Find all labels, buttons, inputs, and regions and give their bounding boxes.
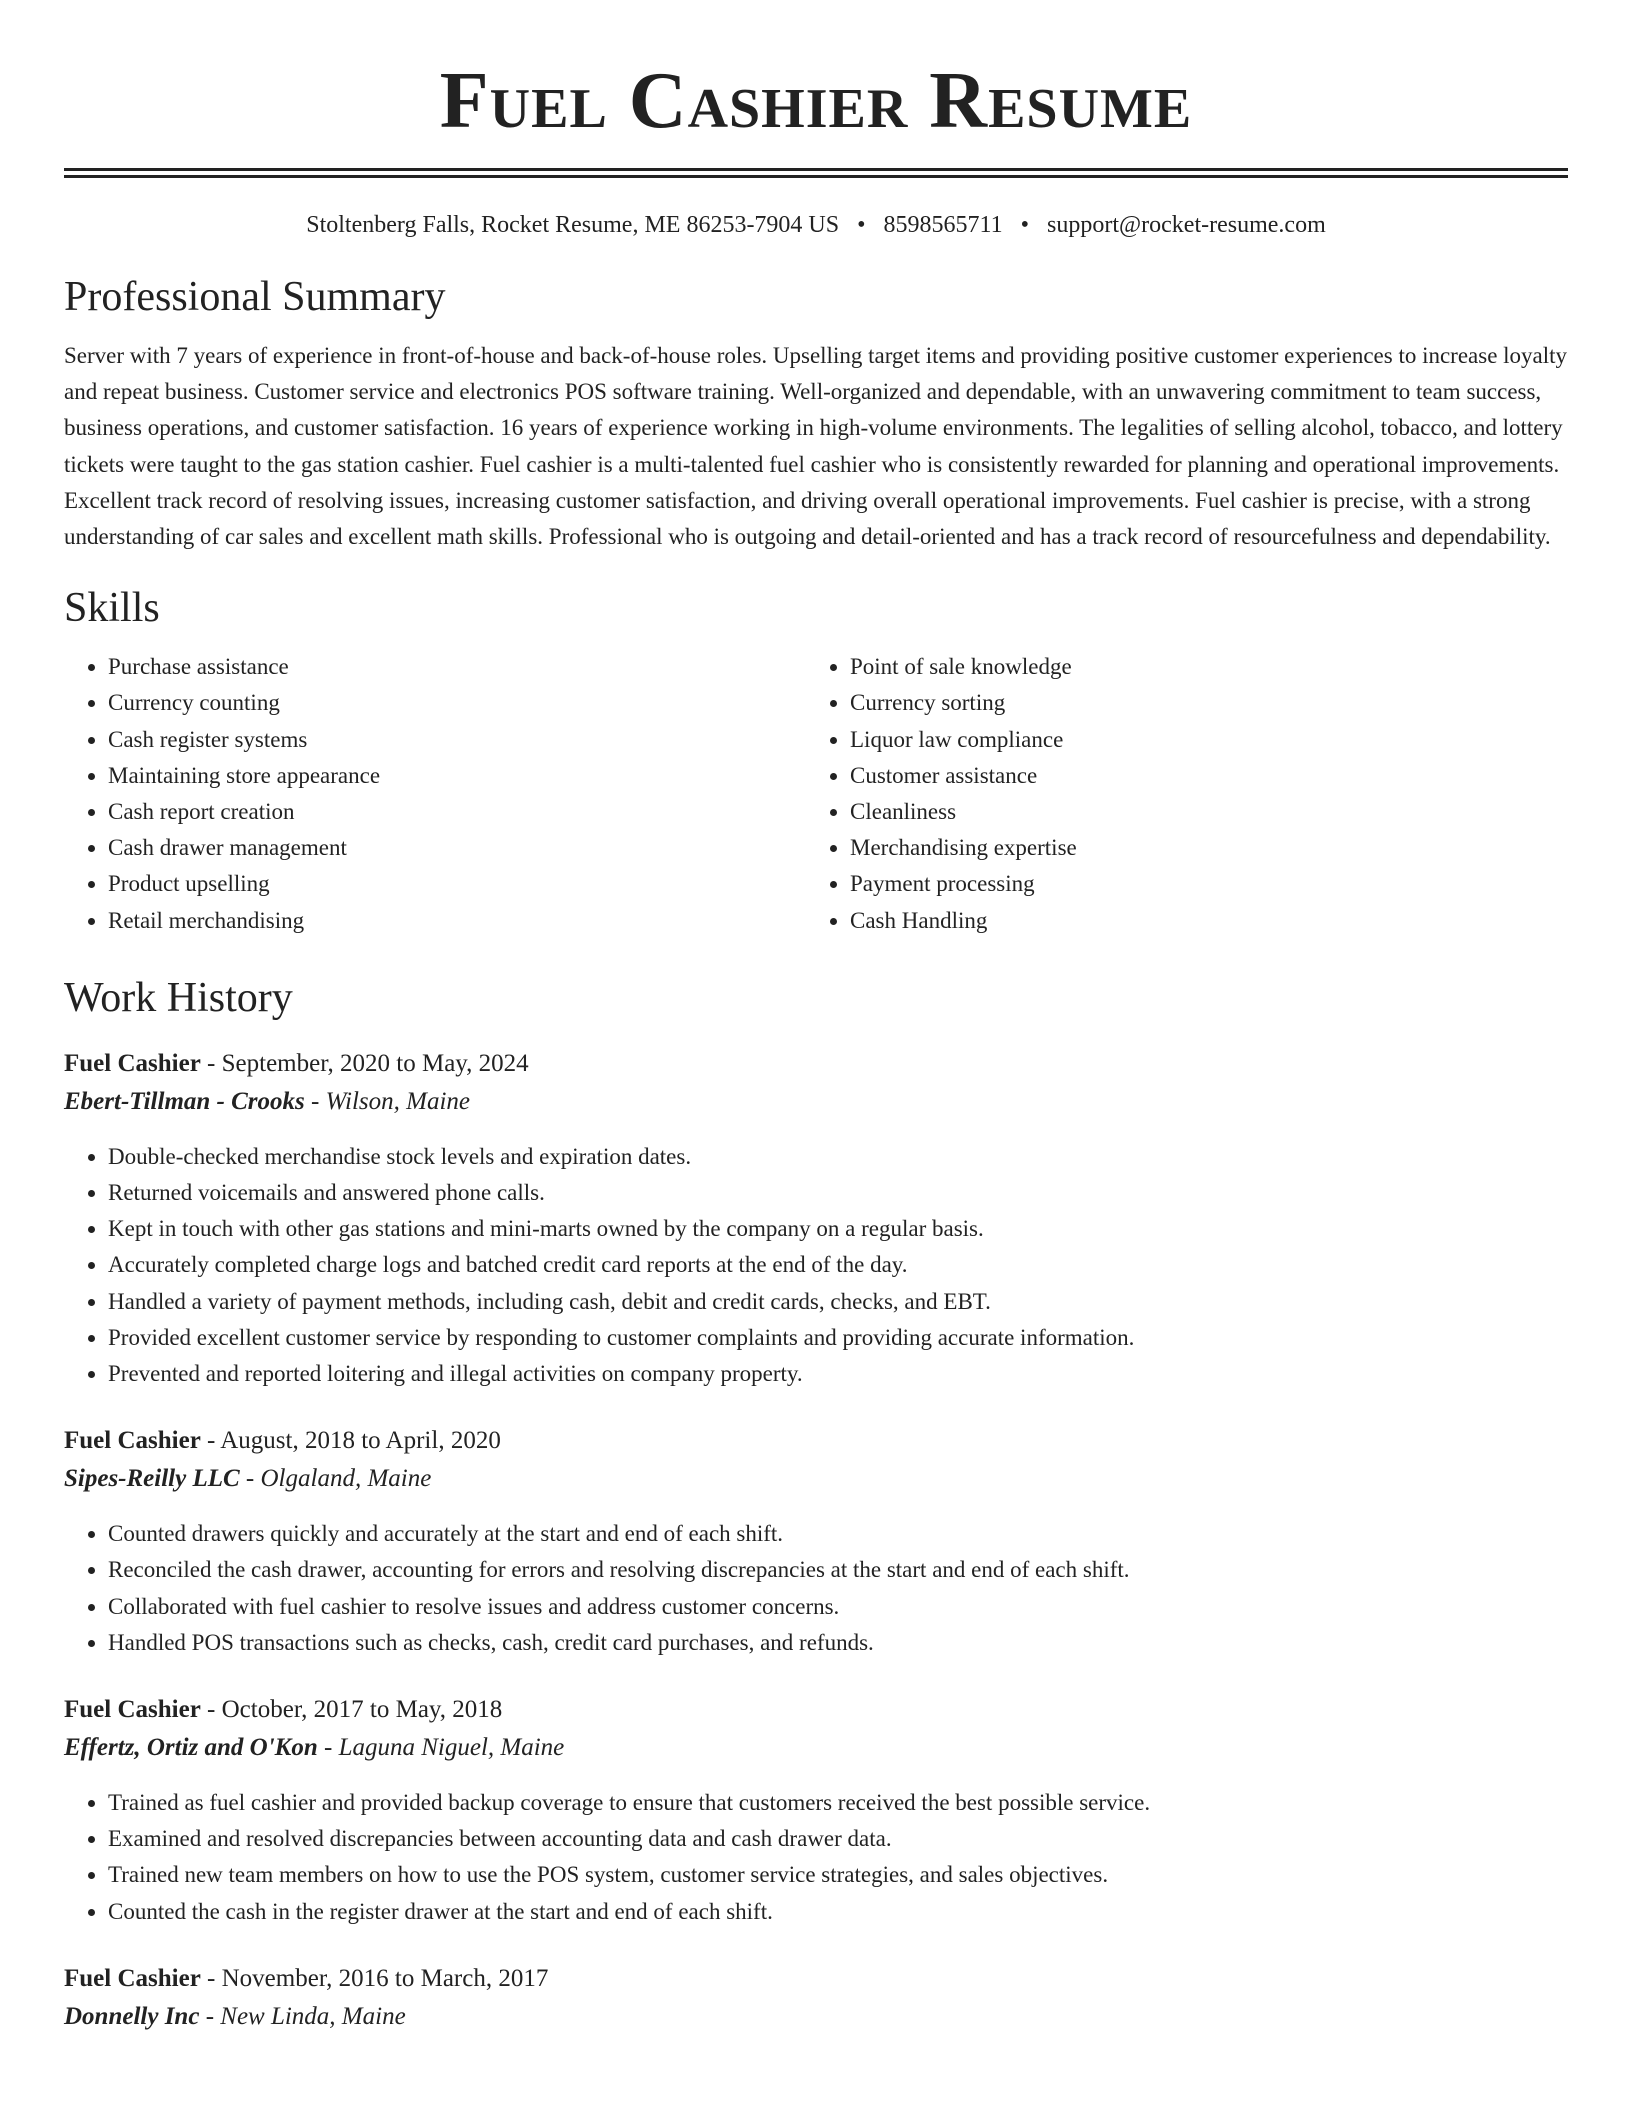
job-title: Fuel Cashier xyxy=(64,1696,201,1724)
job-title: Fuel Cashier xyxy=(64,1964,201,1992)
job-location: New Linda, Maine xyxy=(220,2002,406,2030)
skill-item: • Cash register systems xyxy=(108,722,806,758)
skill-item: • Maintaining store appearance xyxy=(108,758,806,794)
summary-heading: Professional Summary xyxy=(64,274,446,320)
resume-title: Fuel Cashier Resume xyxy=(439,57,1193,145)
skills-heading: Skills xyxy=(64,585,160,632)
job-dash: - xyxy=(200,1049,222,1077)
job-company-line xyxy=(64,1998,1568,2036)
work-history-heading: Work History xyxy=(64,974,293,1021)
skill-item: • Cash drawer management xyxy=(108,830,806,866)
job-company-line xyxy=(64,1729,1568,1767)
job-duty-item: • Returned voicemails and answered phone calls. xyxy=(108,1175,1568,1211)
contact-separator: • xyxy=(1020,212,1030,238)
skill-item: • Cash Handling xyxy=(850,903,1546,939)
job-duty-item: • Trained as fuel cashier and provided backup coverage to ensure that customers received the best possible service. xyxy=(108,1785,1568,1821)
skill-item: • Product upselling xyxy=(108,866,806,902)
job-company: Ebert-Tillman - Crooks xyxy=(64,1087,305,1115)
job-duty-item: • Handled a variety of payment methods, including cash, debit and credit cards, checks, and EBT. xyxy=(108,1284,1568,1320)
job-company: Sipes-Reilly LLC xyxy=(64,1465,240,1493)
contact-phone: 8598565711 xyxy=(883,212,1003,238)
job-dates: September, 2020 to May, 2024 xyxy=(221,1049,529,1077)
job-duty-item: • Counted drawers quickly and accurately at the start and end of each shift. xyxy=(108,1516,1568,1552)
skill-item: • Currency counting xyxy=(108,685,806,721)
job-company: Effertz, Ortiz and O'Kon xyxy=(64,1734,318,1762)
skills-list-left xyxy=(64,649,806,939)
job-title-line xyxy=(64,1422,1568,1460)
job-dash: - xyxy=(200,1964,222,1992)
job-company-line xyxy=(64,1460,1568,1498)
job-location: Wilson, Maine xyxy=(325,1087,471,1115)
job-entry xyxy=(64,1691,1568,1930)
skill-item: • Point of sale knowledge xyxy=(850,649,1546,685)
title-divider xyxy=(64,168,1568,178)
job-dates: October, 2017 to May, 2018 xyxy=(221,1696,503,1724)
job-title-line xyxy=(64,1045,1568,1083)
job-location: Olgaland, Maine xyxy=(260,1465,432,1493)
job-title-line xyxy=(64,1960,1568,1998)
job-duty-item: • Counted the cash in the register drawer at the start and end of each shift. xyxy=(108,1894,1568,1930)
job-duties-list xyxy=(64,1516,1568,1661)
skill-item: • Currency sorting xyxy=(850,685,1546,721)
job-duties-list xyxy=(64,1785,1568,1930)
job-duty-item: • Collaborated with fuel cashier to resolve issues and address customer concerns. xyxy=(108,1589,1568,1625)
job-duty-item: • Accurately completed charge logs and batched credit card reports at the end of the day. xyxy=(108,1247,1568,1283)
job-company-line xyxy=(64,1083,1568,1121)
skill-item: • Payment processing xyxy=(850,866,1546,902)
job-company: Donnelly Inc xyxy=(64,2002,200,2030)
job-duty-item: • Provided excellent customer service by responding to customer complaints and providing accurate information. xyxy=(108,1320,1568,1356)
skill-item: • Merchandising expertise xyxy=(850,830,1546,866)
skill-item: • Liquor law compliance xyxy=(850,722,1546,758)
skills-columns xyxy=(64,649,1568,939)
job-duty-item: • Kept in touch with other gas stations and mini-marts owned by the company on a regular basis. xyxy=(108,1211,1568,1247)
job-dash: - xyxy=(200,1427,221,1455)
job-duty-item: • Examined and resolved discrepancies between accounting data and cash drawer data. xyxy=(108,1821,1568,1857)
job-dash: - xyxy=(200,1696,222,1724)
contact-line xyxy=(64,208,1568,242)
work-history-list xyxy=(64,1045,1568,2036)
job-entry xyxy=(64,1045,1568,1392)
skill-item: • Purchase assistance xyxy=(108,649,806,685)
job-dash: - xyxy=(317,1734,339,1762)
contact-separator: • xyxy=(857,212,866,238)
skill-item: • Cash report creation xyxy=(108,794,806,830)
job-dash: - xyxy=(304,1087,326,1115)
skill-item: • Retail merchandising xyxy=(108,903,806,939)
job-title-line xyxy=(64,1691,1568,1729)
job-duty-item: • Handled POS transactions such as checks, cash, credit card purchases, and refunds. xyxy=(108,1625,1568,1661)
job-duty-item: • Trained new team members on how to use the POS system, customer service strategies, and sales objectives. xyxy=(108,1857,1568,1893)
job-dates: August, 2018 to April, 2020 xyxy=(220,1427,501,1455)
job-title: Fuel Cashier xyxy=(64,1049,201,1077)
job-dates: November, 2016 to March, 2017 xyxy=(221,1964,549,1992)
job-duties-list xyxy=(64,1139,1568,1392)
job-title: Fuel Cashier xyxy=(64,1427,201,1455)
job-entry xyxy=(64,1422,1568,1661)
skills-list-right xyxy=(806,649,1546,939)
contact-address: Stoltenberg Falls, Rocket Resume, ME 86253-7904 US xyxy=(306,212,840,238)
job-duty-item: • Double-checked merchandise stock levels and expiration dates. xyxy=(108,1139,1568,1175)
job-dash: - xyxy=(199,2002,221,2030)
job-entry xyxy=(64,1960,1568,2036)
summary-text: Server with 7 years of experience in front-of-house and back-of-house roles. Upselling target items and providing positive customer experiences to increase loyalty and repeat business. Customer service and electronics POS software training. Well-organized and dependable, with an unwavering commitment to team success, business operations, and customer satisfaction. 16 years of experience working in high-volume environments. The legalities of selling alcohol, tobacco, and lottery tickets were taught to the gas station cashier. Fuel cashier is a multi-talented fuel cashier who is consistently rewarded for planning and operational improvements. Excellent track record of resolving issues, increasing customer satisfaction, and driving overall operational improvements. Fuel cashier is precise, with a strong understanding of car sales and excellent math skills. Professional who is outgoing and detail-oriented and has a track record of resourcefulness and dependability. xyxy=(64,343,1568,550)
skill-item: • Cleanliness xyxy=(850,794,1546,830)
job-duty-item: • Prevented and reported loitering and illegal activities on company property. xyxy=(108,1356,1568,1392)
skill-item: • Customer assistance xyxy=(850,758,1546,794)
job-location: Laguna Niguel, Maine xyxy=(338,1734,565,1762)
contact-email: support@rocket-resume.com xyxy=(1047,212,1326,238)
job-duty-item: • Reconciled the cash drawer, accounting for errors and resolving discrepancies at the start and end of each shift. xyxy=(108,1552,1568,1588)
job-dash: - xyxy=(239,1465,261,1493)
